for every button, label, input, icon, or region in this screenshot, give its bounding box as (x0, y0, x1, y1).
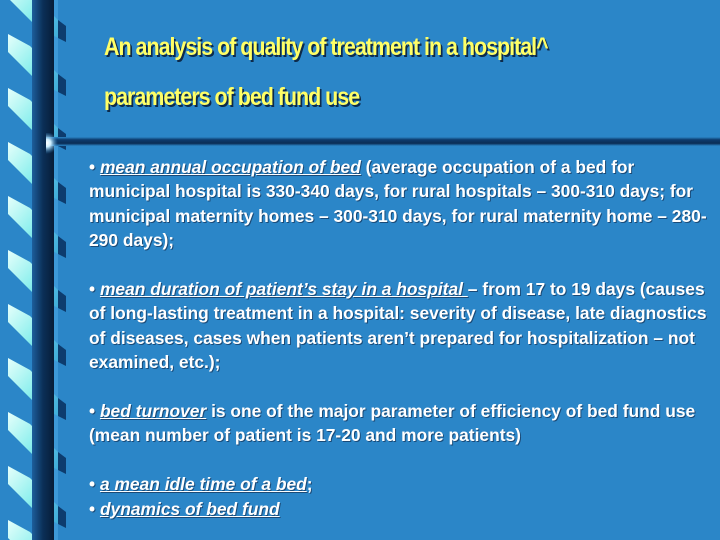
bullet-item-bed-turnover (89, 399, 717, 448)
bullet-glyph: • (89, 401, 96, 422)
item-text: is one of the major parameter of efficiency of bed fund use (mean number of patient is 17-20 and more patients) (89, 401, 696, 446)
divider-glow (46, 133, 58, 154)
slide-title (104, 22, 620, 122)
decorative-ribbon (0, 0, 70, 540)
item-text: (average occupation of a bed for municipal hospital is 330-340 days, for rural hospitals – 300-310 days; for municipal maternity homes – 300-310 days, for rural maternity home – 280-290 days); (89, 157, 707, 251)
item-text: ; (306, 474, 313, 495)
term-mean-duration-stay: mean duration of patient’s stay in a hospital (99, 279, 468, 300)
bullet-glyph: • (89, 157, 96, 177)
bullet-item-bed-occupation (89, 155, 717, 253)
bullet-glyph: • (89, 498, 96, 519)
title-line-1: An analysis of quality of treatment in a hospital^ (104, 33, 548, 61)
term-bed-turnover: bed turnover (99, 401, 207, 422)
bullet-glyph: • (89, 474, 96, 495)
bullet-list (89, 155, 717, 521)
item-text: – from 17 to 19 days (causes of long-lasting treatment in a hospital: severity of disease, late diagnostics of diseases, cases when patients aren’t prepared for hospitalization – not examined, etc.); (89, 279, 707, 373)
bullet-item-stay-duration (89, 277, 717, 375)
title-line-2: parameters of bed fund use (104, 83, 360, 111)
term-dynamics-bed-fund: dynamics of bed fund (99, 498, 280, 519)
term-mean-annual-occupation: mean annual occupation of bed (99, 157, 361, 177)
bullet-item-bed-fund-dynamics (89, 497, 717, 521)
term-idle-time: a mean idle time of a bed (99, 474, 307, 495)
bullet-item-idle-time (89, 472, 717, 496)
title-divider (46, 133, 720, 155)
bullet-glyph: • (89, 279, 96, 300)
